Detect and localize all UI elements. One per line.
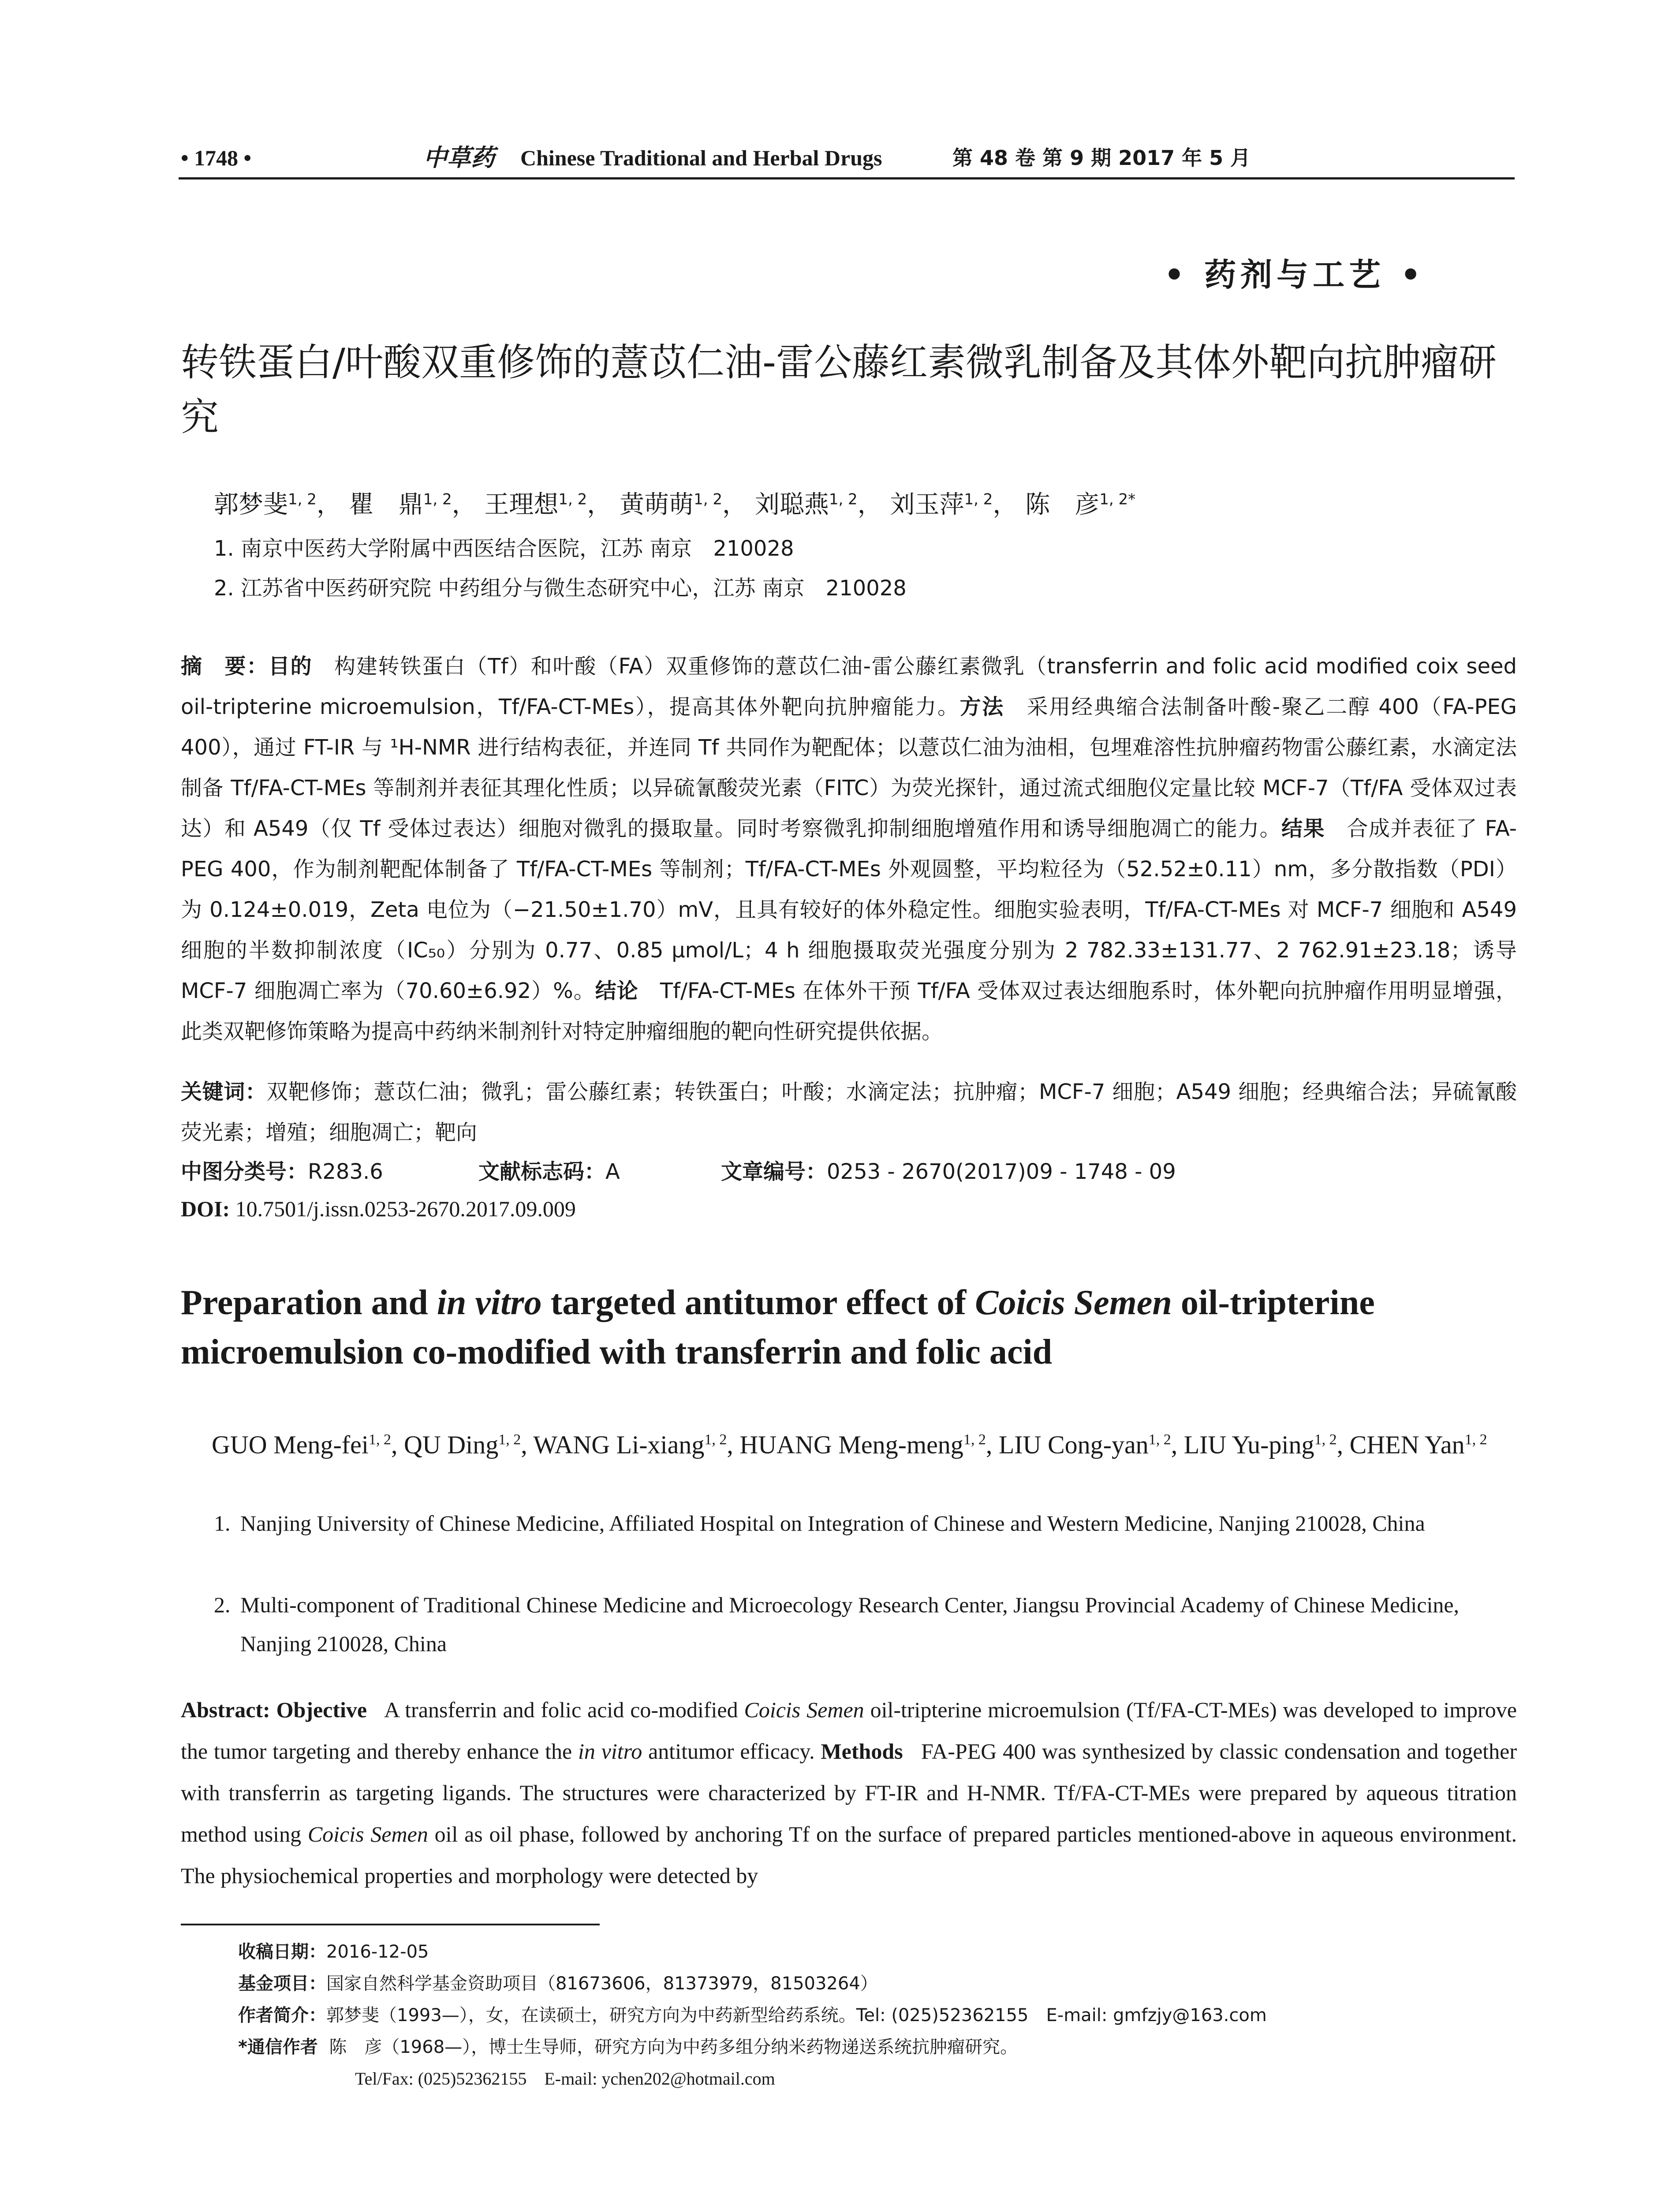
objective-label-en: Objective bbox=[276, 1697, 367, 1722]
conclusion-label-cn: 结论 bbox=[595, 979, 638, 1003]
abstract-en-label: Abstract: bbox=[181, 1697, 270, 1722]
footnote-rule bbox=[181, 1924, 600, 1925]
abstract-cn bbox=[181, 646, 1517, 1052]
results-text-cn: 合成并表征了 FA-PEG 400，作为制剂靶配体制备了 Tf/FA-CT-MEs 等制剂；Tf/FA-CT-MEs 外观圆整，平均粒径为（52.52±0.11）nm，多分散指数（PDI）为 0.124±0.019，Zeta 电位为（−21.50±1.70）mV，且具有较好的体外稳定性。细胞实验表明，Tf/FA-CT-MEs 对 MCF-7 细胞和 A549 细胞的半数抑制浓度（IC₅₀）分别为 0.77、0.85 μmol/L；4 h 细胞摄取荧光强度分别为 2 782.33±131.77、2 762.91±23.18；诱导 MCF-7 细胞凋亡率为（70.60±6.92）%。 bbox=[181, 816, 1517, 1003]
doc-code-value: A bbox=[605, 1159, 620, 1184]
author-cn: 陈 彦 bbox=[1025, 490, 1100, 519]
authors-cn: 郭梦斐$^{1, 2}$， 瞿 鼎$^{1, 2}$， 王理想$^{1, 2}$， 黄萌萌$^{1, 2}$， 刘聪燕$^{1, 2}$， 刘玉萍$^{1, 2}$， 陈 彦$^{1, 2*}$ bbox=[214, 490, 1136, 519]
doc-code-label: 文献标志码： bbox=[478, 1159, 606, 1184]
section-column-label: • 药剂与工艺 • bbox=[1164, 256, 1426, 293]
doi-value: 10.7501/j.issn.0253-2670.2017.09.009 bbox=[235, 1196, 576, 1221]
author-en: GUO Meng-fei bbox=[212, 1430, 369, 1459]
doi bbox=[181, 1196, 576, 1222]
author-cn: 郭梦斐 bbox=[214, 490, 288, 519]
header-rule bbox=[179, 177, 1515, 179]
author-cn: 黄萌萌 bbox=[620, 490, 694, 519]
abstract-en: Abstract: Objective A transferrin and folic acid co-modified Coicis Semen oil-tripterine microemulsion (Tf/FA-CT-MEs) was developed to improve the tumor targeting and thereby enhance the in vitro antitumor efficacy. Methods FA-PEG 400 was synthesized by classic condensation and together with transferrin as targeting ligands. The structures were characterized by FT-IR and H-NMR. Tf/FA-CT-MEs were prepared by aqueous titration method using Coicis Semen oil as oil phase, followed by anchoring Tf on the surface of prepared particles mentioned-above in aqueous environment. The physiochemical properties and morphology were detected by bbox=[181, 1697, 1517, 1888]
fund-info: 基金项目：国家自然科学基金资助项目（81673606，81373979，81503264） bbox=[238, 1973, 878, 1994]
author-bio: 作者简介：郭梦斐（1993—），女，在读硕士，研究方向为中药新型给药系统。Tel: (025)52362155 E-mail: gmfzjy@163.com bbox=[238, 2005, 1267, 2026]
classification-line bbox=[181, 1155, 383, 1185]
author-cn: 王理想 bbox=[484, 490, 559, 519]
doc-code bbox=[478, 1155, 620, 1185]
keywords-label: 关键词： bbox=[181, 1080, 267, 1104]
received-date: 收稿日期：2016-12-05 bbox=[238, 1942, 429, 1962]
results-label-cn: 结果 bbox=[1281, 816, 1325, 841]
journal-name-cn: 中草药 bbox=[423, 144, 495, 172]
keywords-text: 双靶修饰；薏苡仁油；微乳；雷公藤红素；转铁蛋白；叶酸；水滴定法；抗肿瘤；MCF-7 细胞；A549 细胞；经典缩合法；异硫氰酸荧光素；增殖；细胞凋亡；靶向 bbox=[181, 1080, 1517, 1145]
affiliation-cn-1: 1. 南京中医药大学附属中西医结合医院，江苏 南京 210028 bbox=[214, 536, 794, 561]
page-number: • 1748 • bbox=[181, 146, 252, 170]
article-no-label: 文章编号： bbox=[721, 1159, 827, 1184]
doi-label: DOI: bbox=[181, 1196, 230, 1221]
title-cn: 转铁蛋白/叶酸双重修饰的薏苡仁油-雷公藤红素微乳制备及其体外靶向抗肿瘤研究 bbox=[181, 340, 1497, 439]
journal-name-en: Chinese Traditional and Herbal Drugs bbox=[520, 146, 882, 170]
methods-label-en: Methods bbox=[821, 1739, 903, 1764]
corresponding-author: *通信作者 陈 彦（1968—），博士生导师，研究方向为中药多组分纳米药物递送系统抗肿瘤研究。 bbox=[238, 2037, 1018, 2057]
author-cn: 刘聪燕 bbox=[754, 490, 829, 519]
title-en: Preparation and in vitro targeted antitumor effect of Coicis Semen oil-tripterine microemulsion co-modified with transferrin and folic acid bbox=[181, 1283, 1375, 1372]
objective-text-cn: 构建转铁蛋白（Tf）和叶酸（FA）双重修饰的薏苡仁油-雷公藤红素微乳（transferrin and folic acid modified coix seed oil-tripterine microemulsion，Tf/FA-CT-MEs），提高其体外靶向抗肿瘤能力。 bbox=[181, 654, 1517, 719]
issue-info: 第 48 卷 第 9 期 2017 年 5 月 bbox=[952, 146, 1251, 170]
affiliation-cn-2: 2. 江苏省中医药研究院 中药组分与微生态研究中心，江苏 南京 210028 bbox=[214, 576, 907, 601]
clc-label: 中图分类号： bbox=[181, 1159, 308, 1184]
author-en: HUANG Meng-meng bbox=[739, 1430, 963, 1459]
contact-info: Tel/Fax: (025)52362155 E-mail: ychen202@hotmail.com bbox=[355, 2069, 775, 2089]
methods-label-cn: 方法 bbox=[959, 695, 1004, 719]
methods-text-cn: 采用经典缩合法制备叶酸-聚乙二醇 400（FA-PEG 400），通过 FT-IR 与 ¹H-NMR 进行结构表征，并连同 Tf 共同作为靶配体；以薏苡仁油为油相，包埋难溶性抗肿瘤药物雷公藤红素，水滴定法制备 Tf/FA-CT-MEs 等制剂并表征其理化性质；以异硫氰酸荧光素（FITC）为荧光探针，通过流式细胞仪定量比较 MCF-7（Tf/FA 受体双过表达）和 A549（仅 Tf 受体过表达）细胞对微乳的摄取量。同时考察微乳抑制细胞增殖作用和诱导细胞凋亡的能力。 bbox=[181, 695, 1517, 841]
conclusion-text-cn: Tf/FA-CT-MEs 在体外干预 Tf/FA 受体双过表达细胞系时，体外靶向抗肿瘤作用明显增强，此类双靶修饰策略为提高中药纳米制剂针对特定肿瘤细胞的靶向性研究提供依据。 bbox=[181, 979, 1517, 1044]
affiliation-en-2: 2. Multi-component of Traditional Chinese Medicine and Microecology Research Center, Jiangsu Provincial Academy of Chinese Medicine, Nanjing 210028, China bbox=[214, 1592, 1460, 1656]
author-en: WANG Li-xiang bbox=[533, 1430, 705, 1459]
author-en: LIU Cong-yan bbox=[998, 1430, 1149, 1459]
authors-en: GUO Meng-fei$^{1, 2}$, QU Ding$^{1, 2}$, WANG Li-xiang$^{1, 2}$, HUANG Meng-meng$^{1, 2}$, LIU Cong-yan$^{1, 2}$, LIU Yu-ping$^{1, 2}$, CHEN Yan$^{1, 2}$ bbox=[212, 1430, 1487, 1459]
abstract-cn-label: 摘 要： bbox=[181, 654, 269, 679]
objective-label-cn: 目的 bbox=[268, 654, 313, 679]
author-en: CHEN Yan bbox=[1349, 1430, 1465, 1459]
article-number bbox=[721, 1155, 1176, 1185]
article-no-value: 0253 - 2670(2017)09 - 1748 - 09 bbox=[827, 1159, 1176, 1184]
author-cn: 刘玉萍 bbox=[890, 490, 964, 519]
keywords-cn bbox=[181, 1072, 1517, 1153]
author-cn: 瞿 鼎 bbox=[349, 490, 423, 519]
clc-value: R283.6 bbox=[308, 1159, 383, 1184]
affiliation-en-1: 1. Nanjing University of Chinese Medicine, Affiliated Hospital on Integration of Chinese and Western Medicine, Nanjing 210028, China bbox=[214, 1511, 1425, 1536]
author-en: QU Ding bbox=[403, 1430, 499, 1459]
author-en: LIU Yu-ping bbox=[1183, 1430, 1314, 1459]
